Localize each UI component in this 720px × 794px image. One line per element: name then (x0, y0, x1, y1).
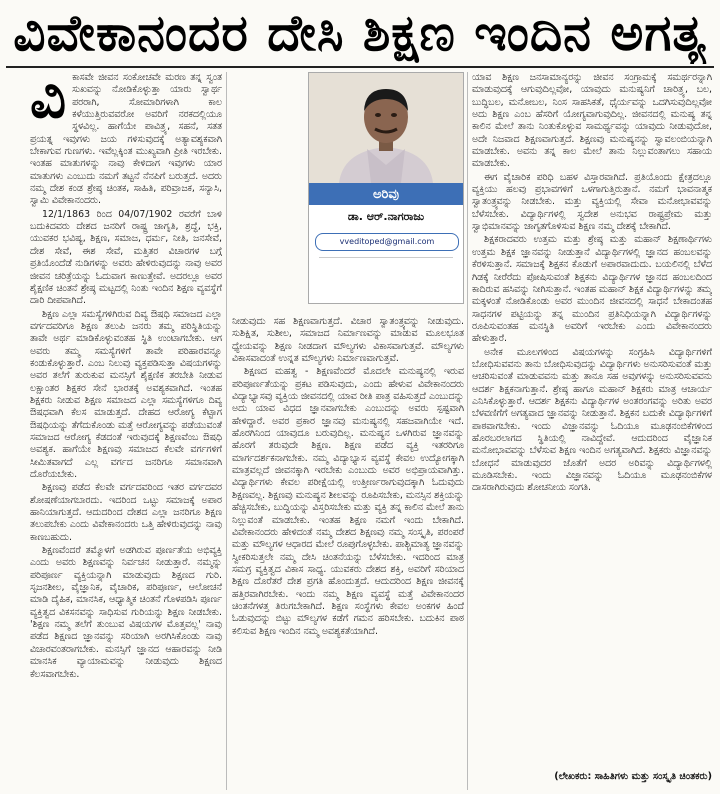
article-column-3 (472, 72, 712, 732)
divider (319, 257, 453, 258)
article-column-1 (30, 72, 222, 790)
paragraph: ನೀಡುವುದು ಸಹ ಶಿಕ್ಷಣವಾಗುತ್ತದೆ. ವಿಚಾರ ಸ್ವಾತಂತ್ರ್ಯವನ್ನು ನೀಡುವುದು. ಸುಶಿಕ್ಷಿತ, ಸುಶೀಲ, ಸಮಾಜದ ನಿರ್ಮಾಣವನ್ನು ಮಾಡುವ ಮೂಲಭೂತ ಧ್ಯೇಯವನ್ನು ಶಿಕ್ಷಣ ನೀಡದಾಗ ಮೌಲ್ಯಗಳು ವಿಕಾಸವಾಗುತ್ತವೆ. ಮೌಲ್ಯಗಳು ವಿಕಾಸವಾದಂತೆ ಉನ್ನತ ಮೌಲ್ಯಗಳು ನಿರ್ಮಾಣವಾಗುತ್ತವೆ. (232, 316, 464, 365)
paragraph: ಶಿಕ್ಷಣ ಎಲ್ಲಾ ಸಮಸ್ಯೆಗಳಿಗಿರುವ ದಿವ್ಯ ಔಷಧಿ ಸಮಾಜದ ಎಲ್ಲಾ ವರ್ಗದವರಿಗೂ ಶಿಕ್ಷಣ ತಲುಪಿ ಜನರು ತಮ್ಮ ಪರಿಸ್ಥಿತಿಯನ್ನು ತಾವೇ ಅರ್ಥ ಮಾಡಿಕೊಳ್ಳುವಂತಹ ಸ್ಥಿತಿ ಉಂಟಾಗಬೇಕು. ಆಗ ಅವರು ತಮ್ಮ ಸಮಸ್ಯೆಗಳಿಗೆ ತಾವೇ ಪರಿಹಾರವನ್ನೂ ಕಂಡುಕೊಳ್ಳುತ್ತಾರೆ. ಎಂಬ ನಿಲುವು ವ್ಯಕ್ತಪಡಿಸುತ್ತಾ ವಿಷಯಗಳನ್ನು ಅವರ ತಲೆಗೆ ತುರುಕುವ ಮನಸ್ಸಿಗೆ ಶೈಕ್ಷಣಿಕ ತರಬೇತಿ ನೀಡುವ ಲಕ್ಷಾಂತರ ಶಿಕ್ಷಕರ ಸೇನೆ ಭಾರತಕ್ಕೆ ಅವಶ್ಯಕವಾಗಿದೆ. ಇಂತಹ ಶಿಕ್ಷಕರು ನೀಡುವ ಶಿಕ್ಷಣ ಸಮಾಜದ ಎಲ್ಲಾ ಸಮಸ್ಯೆಗಳಿಗೂ ದಿವ್ಯ ಔಷಧವಾಗಿ ಕೆಲಸ ಮಾಡುತ್ತದೆ. ದೇಹದ ಆರೋಗ್ಯ ಕೆಟ್ಟಾಗ ಔಷಧಿಯನ್ನು ತೆಗೆದುಕೊಂಡು ಮತ್ತೆ ಆರೋಗ್ಯವನ್ನು ಪಡೆಯುವಂತೆ ಸಮಾಜದ ಆರೋಗ್ಯ ಕೆಡದಂತೆ ಇರುವುದಕ್ಕೆ ಶಿಕ್ಷಣವೆಂಬ ಔಷಧಿ ಅವಶ್ಯಕ. ಹಾಗೆಯೇ ಶಿಕ್ಷಣವು ಸಮಾಜದ ಕೆಲವೇ ವರ್ಗಗಳಿಗೆ ಸೀಮಿತವಾಗದೆ ಎಲ್ಲ ವರ್ಗದ ಜನರಿಗೂ ಸಮಾನವಾಗಿ ದೊರೆಯಬೇಕು. (30, 308, 222, 480)
paragraph: ಯಾವ ಶಿಕ್ಷಣ ಜನಸಾಮಾನ್ಯರನ್ನು ಜೀವನ ಸಂಗ್ರಾಮಕ್ಕೆ ಸಮರ್ಥರನ್ನಾಗಿ ಮಾಡುವುದಕ್ಕೆ ಆಗುವುದಿಲ್ಲವೋ, ಯಾವುದು ಮನುಷ್ಯನಿಗೆ ಚಾರಿತ್ರ್ಯ, ಬಲ, ಬುದ್ಧಿಬಲ, ಮನೋಬಲ, ನಿಂಸ ಸಾಹಸಿಕತೆ, ಧೈರ್ಯವನ್ನು ಒದಗಿಸುವುದಿಲ್ಲವೋ ಅದು ಶಿಕ್ಷಣ ಎಂಬ ಹೆಸರಿಗೆ ಯೋಗ್ಯವಾಗುವುದಿಲ್ಲ. ಜೀವನದಲ್ಲಿ ಮನುಷ್ಯ ತನ್ನ ಕಾಲಿನ ಮೇಲೆ ತಾನು ನಿಂತುಕೊಳ್ಳುವ ಸಾಮರ್ಥ್ಯವನ್ನು ಯಾವುದು ನೀಡುವುದೋ, ಅದೇ ನಿಜವಾದ ಶಿಕ್ಷಣವಾಗುತ್ತದೆ. ಶಿಕ್ಷಣವು ಮನುಷ್ಯನನ್ನು ಸ್ವಾವಲಂಬಿಯನ್ನಾಗಿ ಮಾಡಬೇಕು. ಅವನು ತನ್ನ ಕಾಲ ಮೇಲೆ ತಾನು ನಿಲ್ಲುವಂತಾಗಲು ಸಹಾಯ ಮಾಡಬೇಕು. (472, 72, 712, 170)
author-name: ಡಾ. ಆರ್.ನಾಗರಾಜು (347, 210, 425, 223)
column-divider (467, 72, 468, 790)
paragraph: ಶಿಕ್ಷಣವು ಪಡೆದ ಕೆಲವೇ ವರ್ಗದವರಿಂದ ಇತರ ವರ್ಗದವರ ಶೋಷಣೆಯಾಗಬಾರದು. ಇದರಿಂದ ಒಟ್ಟು ಸಮಾಜಕ್ಕೆ ಅಪಾರ ಹಾನಿಯಾಗುತ್ತದೆ. ಆದುದರಿಂದ ದೇಶದ ಎಲ್ಲಾ ಜನರಿಗೂ ಶಿಕ್ಷಣ ತಲುಪಬೇಕು ಎಂದು ವಿವೇಕಾನಂದರು ಒತ್ತಿ ಹೇಳಿರುವುದನ್ನು ನಾವು ಕಾಣಬಹುದು. (30, 482, 222, 543)
paragraph: ಅನೇಕ ಮೂಲಗಳಿಂದ ವಿಷಯಗಳನ್ನು ಸಂಗ್ರಹಿಸಿ ವಿದ್ಯಾರ್ಥಿಗಳಿಗೆ ಬೋಧಿಸುವವನು ತಾನು ಬೋಧಿಸುವುದನ್ನು ವಿದ್ಯಾರ್ಥಿಗಳು ಅನುಸರಿಸುವಂತೆ ಮತ್ತು ಆಚರಿಸುವಂತೆ ಮಾಡುವವನು ಮತ್ತು ತಾನೂ ಸಹ ಅವುಗಳನ್ನು ಅನುಸರಿಸುವವನು ಆದರ್ಶ ಶಿಕ್ಷಕನಾಗುತ್ತಾನೆ. ಶ್ರೇಷ್ಠ ಹಾಗೂ ಮಹಾನ್ ಶಿಕ್ಷಕರು ಮಾತ್ರ ಆಚಾರ್ಯ ಎನಿಸಿಕೊಳ್ಳುತ್ತಾರೆ. ಆದರ್ಶ ಶಿಕ್ಷಕನು ವಿದ್ಯಾರ್ಥಿಗಳ ಅಂತರಂಗವನ್ನು ಅರಿತು ಅವರ ಬೆಳವಣಿಗೆಗೆ ಅಗತ್ಯವಾದ ಜ್ಞಾನವನ್ನು ನೀಡುತ್ತಾನೆ. ಶಿಕ್ಷಕನ ಬದುಕೇ ವಿದ್ಯಾರ್ಥಿಗಳಿಗೆ ಪಾಠವಾಗಬೇಕು. ಇಂದು ವಿಜ್ಞಾನವನ್ನು ಓದಿಯೂ ಮೂಢನಂಬಿಕೆಗಳಿಂದ ಹೊರಬರಲಾಗದ ಸ್ಥಿತಿಯಲ್ಲಿ ನಾವಿದ್ದೇವೆ. ಆದುದರಿಂದ ವೈಜ್ಞಾನಿಕ ಮನೋಭಾವವನ್ನು ಬೆಳೆಸುವ ಶಿಕ್ಷಣ ಇಂದಿನ ಅಗತ್ಯವಾಗಿದೆ. ಶಿಕ್ಷಕರು ವಿಜ್ಞಾನವನ್ನು ಬೋಧನೆ ಮಾಡುವುದರ ಜೊತೆಗೆ ಅದರ ಅರಿವನ್ನು ವಿದ್ಯಾರ್ಥಿಗಳಲ್ಲಿ ಮೂಡಿಸಬೇಕು. ಇಂದು ವಿಜ್ಞಾನವನ್ನು ಓದಿಯೂ ಮೂಢನಂಬಿಕೆಗಳ ದಾಸರಾಗಿರುವುದು ಶೋಚನೀಯ ಸಂಗತಿ. (472, 346, 712, 494)
author-email: vveditoped@gmail.com (315, 233, 459, 251)
article-headline: ವಿವೇಕಾನಂದರ ದೇಸಿ ಶಿಕ್ಷಣ ಇಂದಿನ ಅಗತ್ಯ (13, 3, 707, 62)
author-photo (309, 73, 463, 183)
column-divider (226, 72, 227, 790)
author-byline: (ಲೇಖಕರು: ಸಾಹಿತಿಗಳು ಮತ್ತು ಸಂಸ್ಕೃತಿ ಚಿಂತಕರು) (554, 771, 712, 782)
drop-cap: ವಿ (30, 72, 67, 131)
paragraph (30, 72, 222, 208)
paragraph-text: ಕಾಸವೇ ಜೀವನ ಸಂಕೋಚವೇ ಮರಣ ತನ್ನ ಸ್ವಂತ ಸುಖವನ್ನು ನೋಡಿಕೊಳ್ಳುತ್ತಾ ಯಾರು ಸ್ವಾರ್ಥ ಪರರಾಗಿ, ಸೋಮಾರಿಗಳಾಗಿ ಕಾಲ ಕಳೆಯುತ್ತಿರುವವರೋ ಅವರಿಗೆ ನರಕದಲ್ಲಿಯೂ ಸ್ಥಳವಿಲ್ಲ. ಹಾಗೆಯೇ ಪಾವಿತ್ರ್ಯ, ಸಹನೆ, ಸತತ ಪ್ರಯತ್ನ ಇವುಗಳು ಜಯ ಗಳಿಸುವುದಕ್ಕೆ ಅತ್ಯಾವಶ್ಯಕವಾಗಿ ಬೇಕಾಗುವ ಗುಣಗಳು. ಇವೆಲ್ಲಕ್ಕಿಂತ ಮುಖ್ಯವಾಗಿ ಪ್ರೀತಿ ಇರಬೇಕು. ಇಂತಹ ಮಾತುಗಳನ್ನು ನಾವು ಕೇಳಿದಾಗ ಇವುಗಳು ಯಾರ ಮಾತುಗಳು ಎಂಬುದು ನಮಗೆ ತಟ್ಟನೆ ನೆನಪಿಗೆ ಬರುತ್ತದೆ. ಅದರು ನಮ್ಮ ದೇಶ ಕಂಡ ಶ್ರೇಷ್ಠ ಚಿಂತಕ, ಸಾಹಿತಿ, ಪರಿವ್ರಾಜಕ, ಸನ್ಯಾಸಿ, ಸ್ವಾಮಿ ವಿವೇಕಾನಂದರು. (30, 72, 222, 207)
author-box (308, 72, 464, 304)
headline-rule (6, 66, 714, 68)
article-column-2 (232, 316, 464, 790)
paragraph: 12/1/1863 ರಿಂದ 04/07/1902 ರವರೆಗೆ ಬಾಳಿ ಬದುಕಿದವರು ದೇಶದ ಜನರಿಗೆ ರಾಷ್ಟ್ರ ಜಾಗೃತಿ, ಶ್ರದ್ಧೆ, ಭಕ್ತಿ, ಯುವಕರ ಭವಿಷ್ಯ, ಶಿಕ್ಷಣ, ಸಮಾಜ, ಧರ್ಮ, ನೀತಿ, ಜನಸೇವೆ, ದೇಶ ಸೇವೆ, ಈಶ ಸೇವೆ, ಮತ್ತಿತರ ವಿಚಾರಗಳ ಬಗ್ಗೆ ಪ್ರತಿಯೊಂದೆಡೆ ನುಡಿಗಳನ್ನು ಅವರು ಹೇಳಿರುವುದನ್ನು ನಾವು ಅವರ ಜೀವನ ಚರಿತ್ರೆಯನ್ನು ಓದುವಾಗ ಕಾಣುತ್ತೇವೆ. ಅದರಲ್ಲೂ ಅವರ ಶೈಕ್ಷಣಿಕ ಚಿಂತನೆ ಶ್ರೇಷ್ಠ ಮಟ್ಟದಲ್ಲಿ ನಿಂತು ಇಂದಿನ ಶಿಕ್ಷಣ ವ್ಯವಸ್ಥೆಗೆ ದಾರಿ ದೀಪವಾಗಿದೆ. (30, 208, 222, 307)
paragraph: ಶಿಕ್ಷಕರಾದವರು ಉತ್ತಮ ಮತ್ತು ಶ್ರೇಷ್ಠ ಮತ್ತು ಮಹಾನ್ ಶಿಕ್ಷಣಾರ್ಥಿಗಳು ಉತ್ತಮ ಶಿಕ್ಷಕ ಜ್ಞಾನವನ್ನು ನೀಡುತ್ತಾನೆ ವಿದ್ಯಾರ್ಥಿಗಳಲ್ಲಿ ಜ್ಞಾನದ ಹಂಬಲವನ್ನು ಕೆರಳಿಸುತ್ತಾನೆ. ಸಮಾಜಕ್ಕೆ ಶಿಕ್ಷಕನ ಕೊಡುಗೆ ಅಪಾರವಾದುದು. ಬಯಲಿನಲ್ಲಿ ಬೆಳೆದ ಗಿಡಕ್ಕೆ ನೀರೆರೆದು ಪೋಷಿಸುವಂತೆ ಶಿಕ್ಷಕನು ವಿದ್ಯಾರ್ಥಿಗಳ ಜ್ಞಾನದ ಹಂಬಲದಿಂದ ಕಾದಿರುವ ಹಸಿವನ್ನು ನೀಗಿಸುತ್ತಾನೆ. ಇಂತಹ ಮಹಾನ್ ಶಿಕ್ಷಕ ವಿದ್ಯಾರ್ಥಿಗಳನ್ನು ತಮ್ಮ ಮಕ್ಕಳಂತೆ ನೋಡಿಕೊಂಡು ಅವರ ಮುಂದಿನ ಜೀವನದಲ್ಲಿ ಸಾಧನೆ ಬೇಕಾದಂತಹ ಸಾಧನಗಳ ಪಟ್ಟಿಯನ್ನು ತನ್ನ ಮುಂದಿನ ಪ್ರತಿನಿಧಿಯನ್ನಾಗಿ ವಿದ್ಯಾರ್ಥಿಗಳನ್ನು ರೂಪಿಸುವಂತಹ ಮನಸ್ಥಿತಿ ಅವರಿಗೆ ಇರಬೇಕು ಎಂದು ವಿವೇಕಾನಂದರು ಹೇಳುತ್ತಾರೆ. (472, 234, 712, 345)
author-portrait-icon (309, 73, 463, 183)
paragraph: ಶಿಕ್ಷಣದ ಮಹತ್ವ - ಶಿಕ್ಷಣವೆಂದರೆ ಮೊದಲೇ ಮನುಷ್ಯನಲ್ಲಿ ಇರುವ ಪರಿಪೂರ್ಣತೆಯನ್ನು ಪ್ರಕಟ ಪಡಿಸುವುದು, ಎಂದು ಹೇಳುವ ವಿವೇಕಾನಂದರು ವಿದ್ಯಾಭ್ಯಾಸವು ವ್ಯಕ್ತಿಯ ಜೀವನದಲ್ಲಿ ಯಾವ ರೀತಿ ಪಾತ್ರ ವಹಿಸುತ್ತದೆ ಎಂಬುದನ್ನು ಅದು ಯಾವ ವಿಧದ ಜ್ಞಾನವಾಗಬೇಕು ಎಂಬುದನ್ನು ಅವರು ಸ್ಪಷ್ಟವಾಗಿ ಹೇಳಿದ್ದಾರೆ. ಅವರ ಪ್ರಕಾರ ಜ್ಞಾನವು ಮನುಷ್ಯನಲ್ಲಿ ಸಹಜವಾಗಿಯೇ ಇದೆ. ಹೊರಗಿನಿಂದ ಯಾವುದೂ ಬರುವುದಿಲ್ಲ. ಮನುಷ್ಯನ ಒಳಗಿರುವ ಜ್ಞಾನವನ್ನು ಹೊರಗೆ ತರುವುದೇ ಶಿಕ್ಷಣ. ಶಿಕ್ಷಣ ಪಡೆದ ವ್ಯಕ್ತಿ ಇತರರಿಗೂ ಮಾರ್ಗದರ್ಶಕನಾಗಬೇಕು. ನಮ್ಮ ವಿದ್ಯಾಭ್ಯಾಸ ವ್ಯವಸ್ಥೆ ಕೇವಲ ಉದ್ಯೋಗಕ್ಕಾಗಿ ಮಾತ್ರವಲ್ಲದೆ ಜೀವನಕ್ಕಾಗಿ ಇರಬೇಕು ಎಂಬುದು ಅವರ ಅಭಿಪ್ರಾಯವಾಗಿತ್ತು. ವಿದ್ಯಾರ್ಥಿಗಳು ಕೇವಲ ಪರೀಕ್ಷೆಯಲ್ಲಿ ಉತ್ತೀರ್ಣರಾಗುವುದಕ್ಕಾಗಿ ಓದುವುದು ಶಿಕ್ಷಣವಲ್ಲ. ಶಿಕ್ಷಣವು ಮನುಷ್ಯನ ಶೀಲವನ್ನು ರೂಪಿಸಬೇಕು, ಮನಸ್ಸಿನ ಶಕ್ತಿಯನ್ನು ಹೆಚ್ಚಿಸಬೇಕು, ಬುದ್ಧಿಯನ್ನು ವಿಸ್ತರಿಸಬೇಕು ಮತ್ತು ವ್ಯಕ್ತಿ ತನ್ನ ಕಾಲಿನ ಮೇಲೆ ತಾನು ನಿಲ್ಲುವಂತೆ ಮಾಡಬೇಕು. ಇಂತಹ ಶಿಕ್ಷಣ ನಮಗೆ ಇಂದು ಬೇಕಾಗಿದೆ. ವಿವೇಕಾನಂದರು ಹೇಳಿದಂತೆ ನಮ್ಮ ದೇಶದ ಶಿಕ್ಷಣವು ನಮ್ಮ ಸಂಸ್ಕೃತಿ, ಪರಂಪರೆ ಮತ್ತು ಮೌಲ್ಯಗಳ ಆಧಾರದ ಮೇಲೆ ರೂಪುಗೊಳ್ಳಬೇಕು. ಪಾಶ್ಚಿಮಾತ್ಯ ಜ್ಞಾನವನ್ನು ಸ್ವೀಕರಿಸುತ್ತಲೇ ನಮ್ಮ ದೇಸಿ ಚಿಂತನೆಯನ್ನು ಬೆಳೆಸಬೇಕು. ಇದರಿಂದ ಮಾತ್ರ ಸಮಗ್ರ ವ್ಯಕ್ತಿತ್ವದ ವಿಕಾಸ ಸಾಧ್ಯ. ಯುವಕರು ದೇಶದ ಶಕ್ತಿ, ಅವರಿಗೆ ಸರಿಯಾದ ಶಿಕ್ಷಣ ದೊರೆತರೆ ದೇಶ ಪ್ರಗತಿ ಹೊಂದುತ್ತದೆ. ಆದುದರಿಂದ ಶಿಕ್ಷಣ ಜೀವನಕ್ಕೆ ಹತ್ತಿರವಾಗಿರಬೇಕು. ಇಂದು ನಮ್ಮ ಶಿಕ್ಷಣ ವ್ಯವಸ್ಥೆ ಮತ್ತೆ ವಿವೇಕಾನಂದರ ಚಿಂತನೆಗಳತ್ತ ತಿರುಗಬೇಕಾಗಿದೆ. ಶಿಕ್ಷಣ ಸಂಸ್ಥೆಗಳು ಕೇವಲ ಅಂಕಗಳ ಹಿಂದೆ ಓಡುವುದನ್ನು ಬಿಟ್ಟು ಮೌಲ್ಯಗಳ ಕಡೆಗೆ ಗಮನ ಹರಿಸಬೇಕು. ಬದುಕಿನ ಪಾಠ ಕಲಿಸುವ ಶಿಕ್ಷಣ ಇಂದಿನ ನಮ್ಮ ಅವಶ್ಯಕತೆಯಾಗಿದೆ. (232, 366, 464, 637)
column-title: ಅರಿವು (309, 183, 463, 205)
paragraph: ಈಗ ವೈಚಾರಿಕ ಪರಿಧಿ ಬಹಳ ವಿಸ್ತಾರವಾಗಿದೆ. ಪ್ರತಿಯೊಂದು ಕ್ಷೇತ್ರದಲ್ಲೂ ವ್ಯಕ್ತಿಯು ಹಲವು ಪ್ರಭಾವಗಳಿಗೆ ಒಳಗಾಗುತ್ತಿರುತ್ತಾನೆ. ನಮಗೆ ಭಾವನಾತ್ಮಕ ಸ್ವಾತಂತ್ರ್ಯವನ್ನು ನೀಡಬೇಕು. ಮತ್ತು ವ್ಯಕ್ತಿಯಲ್ಲಿ ಸೇವಾ ಮನೋಭಾವವನ್ನು ಬೆಳೆಸಬೇಕು. ವಿದ್ಯಾರ್ಥಿಗಳಲ್ಲಿ ಸ್ವದೇಶ ಅನುಭವ ರಾಷ್ಟ್ರಪ್ರೇಮ ಮತ್ತು ಸ್ವಾಭಿಮಾನವನ್ನು ಜಾಗೃತಗೊಳಿಸುವ ಶಿಕ್ಷಣ ನಮ್ಮ ದೇಶಕ್ಕೆ ಬೇಕಾಗಿದೆ. (472, 171, 712, 233)
paragraph: ಶಿಕ್ಷಣವೆಂದರೆ ತಮ್ಮೊಳಗೆ ಅಡಗಿರುವ ಪೂರ್ಣತೆಯ ಅಭಿವ್ಯಕ್ತಿ ಎಂದು ಅವರು ಶಿಕ್ಷಣವನ್ನು ನಿರ್ವಚನ ನೀಡುತ್ತಾರೆ. ನಮ್ಮನ್ನು ಪರಿಪೂರ್ಣ ವ್ಯಕ್ತಿಯನ್ನಾಗಿ ಮಾಡುವುದು ಶಿಕ್ಷಣದ ಗುರಿ. ಸೃಜನಶೀಲ, ವೈಜ್ಞಾನಿಕ, ವೈಚಾರಿಕ, ಪರಿಪೂರ್ಣ, ಆಲೋಚನೆ ಮಾಡಿ ದೈಹಿಕ, ಮಾನಸಿಕ, ಆಧ್ಯಾತ್ಮಿಕ ಚಿಂತನೆ ಗೊಳಪಡಿಸಿ ಪೂರ್ಣ ವ್ಯಕ್ತಿತ್ವದ ವಿಕಸನವನ್ನು ಸಾಧಿಸುವ ಗುರಿಯನ್ನು ಶಿಕ್ಷಣ ನೀಡಬೇಕು. 'ಶಿಕ್ಷಣ ನಮ್ಮ ತಲೆಗೆ ತುಂಬುವ ವಿಷಯಗಳ ಮೊತ್ತವಲ್ಲ' ನಾವು ಪಡೆದ ಶಿಕ್ಷಣದ ಜ್ಞಾನವನ್ನು ಸರಿಯಾಗಿ ಅರಗಿಸಿಕೊಂಡು ನಾವು ವಿಚಾರವಂತರಾಗಬೇಕು. ಮನಸ್ಸಿಗೆ ಜ್ಞಾನದ ಆಹಾರವನ್ನು ನೀಡಿ ಮಾನಸಿಕ ವ್ಯಾಯಾಮವನ್ನು ನೀಡುವುದು ಶಿಕ್ಷಣದ ಕೆಲಸವಾಗಬೇಕು. (30, 545, 222, 680)
